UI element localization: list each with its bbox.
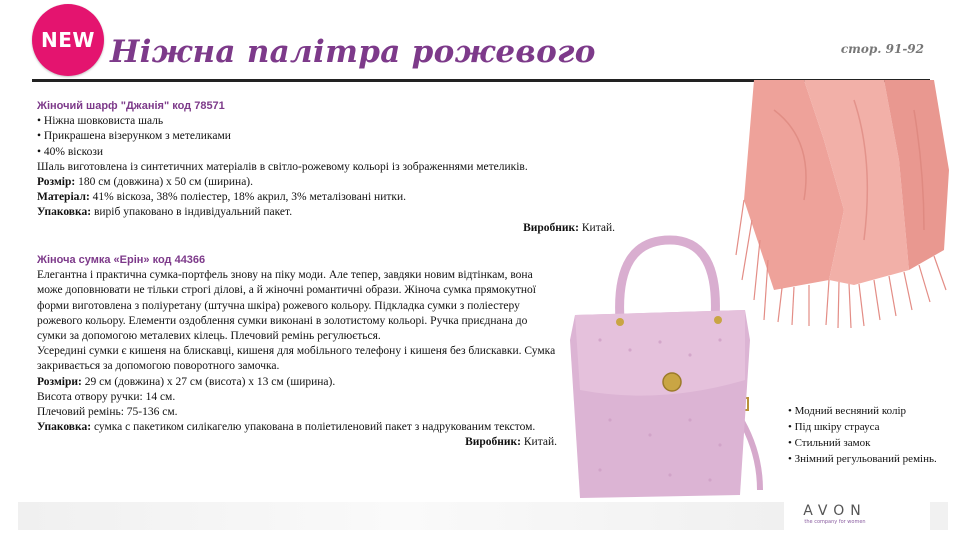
- bag-size-value: 29 см (довжина) х 27 см (висота) х 13 см (ширина).: [81, 375, 336, 388]
- feature-item: • Стильний замок: [788, 437, 871, 449]
- feature-item: • Знімний регульований ремінь.: [788, 453, 937, 465]
- scarf-bullet: • Ніжна шовковиста шаль: [37, 115, 164, 128]
- bag-size: [37, 375, 557, 390]
- scarf-maker-value: Китай.: [579, 221, 615, 234]
- scarf-heading: Жіночий шарф "Джанія" код 78571: [37, 100, 225, 112]
- scarf-packaging-value: виріб упаковано в індивідуальний пакет.: [91, 206, 293, 219]
- scarf-description-block: [37, 99, 615, 236]
- scarf-bullet: • Прикрашена візерунком з метеликами: [37, 130, 231, 143]
- feature-item: • Модний весняний колір: [788, 405, 907, 417]
- scarf-bullet: • 40% віскози: [37, 145, 104, 158]
- brand-name: AVON: [803, 503, 867, 519]
- scarf-material: [37, 190, 615, 205]
- scarf-packaging: [37, 205, 615, 220]
- avon-logo: [795, 503, 875, 525]
- bag-size-label: Розміри:: [37, 375, 82, 388]
- bag-description-block: [37, 253, 557, 451]
- footer-bar: [18, 502, 784, 530]
- scarf-material-label: Матеріал:: [37, 191, 90, 204]
- bag-packaging-label: Упаковка:: [37, 421, 92, 434]
- scarf-material-value: 41% віскоза, 38% поліестер, 18% акрил, 3% металізовані нитки.: [89, 191, 406, 204]
- scarf-description: Шаль виготовлена із синтетичних матеріалів в світло-рожевому кольорі із зображеннями метеликів.: [37, 160, 528, 173]
- scarf-maker: [37, 221, 615, 236]
- pink-handbag-image: [560, 230, 790, 500]
- bag-strap: Плечовий ремінь: 75-136 см.: [37, 406, 178, 419]
- scarf-size-value: 180 см (довжина) х 50 см (ширина).: [75, 176, 254, 189]
- scarf-size: [37, 175, 615, 190]
- scarf-size-label: Розмір:: [37, 176, 76, 189]
- bag-packaging-value: сумка с пакетиком силікагелю упакована в поліетиленовий пакет з надрукованим текстом.: [91, 421, 536, 434]
- feature-item: • Під шкіру страуса: [788, 421, 880, 433]
- bag-description: Елегантна і практична сумка-портфель знову на піку моди. Але тепер, завдяки новим відтінкам, вона може доповнювати не тільки строгі ділові, а й жіночні романтичні образи. Жіноча сумка прямокутної форми виготовлена з поліуретану (штучна шкіра) рожевого кольору. Підкладка сумки з поліестеру рожевого кольору. Елементи оздоблення сумки виконані в золотистому кольорі. Ручка приєднана до сумки за допомогою металевих кілець. Плечовий ремінь регулюється.: [37, 269, 536, 343]
- bag-maker: [37, 435, 557, 450]
- brand-tagline: the company for women: [804, 519, 866, 525]
- page-title: Ніжна палітра рожевого: [110, 34, 596, 70]
- bag-features-list: [788, 403, 948, 467]
- footer-bar-end: [930, 502, 948, 530]
- bag-packaging: [37, 420, 557, 435]
- bag-maker-value: Китай.: [521, 436, 557, 449]
- bag-heading: Жіноча сумка «Ерін» код 44366: [37, 254, 206, 266]
- scarf-maker-label: Виробник:: [523, 221, 579, 234]
- bag-maker-label: Виробник:: [465, 436, 521, 449]
- bag-description-2: Усередині сумки є кишеня на блискавці, кишеня для мобільного телефону і кишеня без блискавки. Сумка закривається за допомогою поворотного замочка.: [37, 345, 556, 373]
- scarf-packaging-label: Упаковка:: [37, 206, 92, 219]
- new-badge: NEW: [32, 4, 104, 76]
- page-range: стор. 91-92: [840, 42, 924, 56]
- bag-handle: Висота отвору ручки: 14 см.: [37, 390, 176, 403]
